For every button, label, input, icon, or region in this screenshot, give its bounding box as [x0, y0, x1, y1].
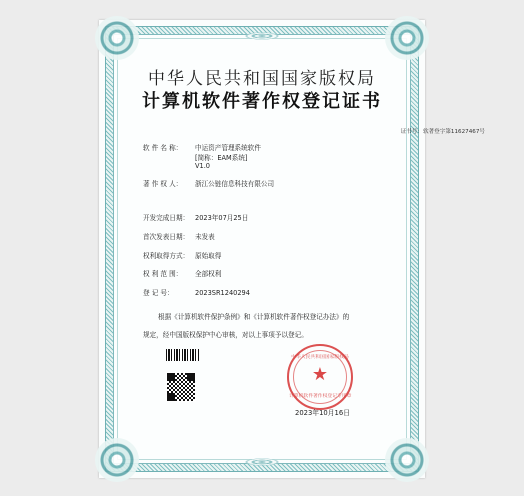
field-copyright-owner: [143, 178, 274, 188]
field-value: 2023年07月25日: [195, 214, 249, 222]
field-label: 著 作 权 人：: [143, 180, 183, 188]
field-rights-scope: [143, 268, 221, 278]
corner-ornament-bottom-left: [95, 438, 139, 482]
certificate-number: 证书号：软著登字第11627467号: [400, 129, 485, 135]
field-completion-date: [143, 212, 248, 222]
corner-ornament-bottom-right: [385, 438, 429, 482]
field-value: 原始取得: [195, 252, 222, 260]
field-acquisition-method: [143, 250, 221, 260]
field-value: 中运资产管理系统软件: [195, 144, 261, 152]
seal-text-bottom: 计算机软件著作权登记专用章: [289, 394, 352, 399]
field-value: 未发表: [195, 233, 215, 241]
star-icon: ★: [311, 364, 329, 385]
field-label: 权利取得方式：: [143, 252, 190, 260]
field-software-short-name: [195, 152, 247, 162]
certificate-title: 计算机软件著作权登记证书: [142, 91, 382, 112]
seal-text-top: 中华人民共和国国家版权局: [291, 355, 349, 360]
barcode-icon: [166, 349, 199, 361]
field-label: 开发完成日期：: [143, 214, 190, 222]
field-value: 2023SR1240294: [195, 289, 250, 297]
issuer-title: 中华人民共和国国家版权局: [148, 69, 376, 89]
field-registration-number: [143, 287, 250, 297]
qr-code-icon: [166, 372, 196, 402]
field-software-name: [143, 142, 261, 152]
issue-date: 2023年10月16日: [295, 409, 350, 417]
field-label: 首次发表日期：: [143, 233, 190, 241]
official-seal: [287, 344, 353, 410]
field-value: 浙江公链信息科技有限公司: [195, 180, 275, 188]
statement-line-2: 规定，经中国版权保护中心审核，对以上事项予以登记。: [143, 331, 308, 339]
statement-line-1: 根据《计算机软件保护条例》和《计算机软件著作权登记办法》的: [158, 313, 350, 321]
field-value: V1.0: [195, 162, 210, 170]
field-label: 登 记 号：: [143, 289, 174, 297]
corner-ornament-top-right: [385, 16, 429, 60]
top-ornament: [207, 24, 317, 48]
field-software-version: [195, 162, 210, 170]
bottom-ornament: [207, 450, 317, 474]
corner-ornament-top-left: [95, 16, 139, 60]
field-value: [简称：EAM系统]: [195, 154, 248, 162]
field-label: 软 件 名 称：: [143, 144, 183, 152]
field-value: 全部权利: [195, 270, 222, 278]
field-first-publication: [143, 231, 215, 241]
field-label: 权 利 范 围：: [143, 270, 183, 278]
